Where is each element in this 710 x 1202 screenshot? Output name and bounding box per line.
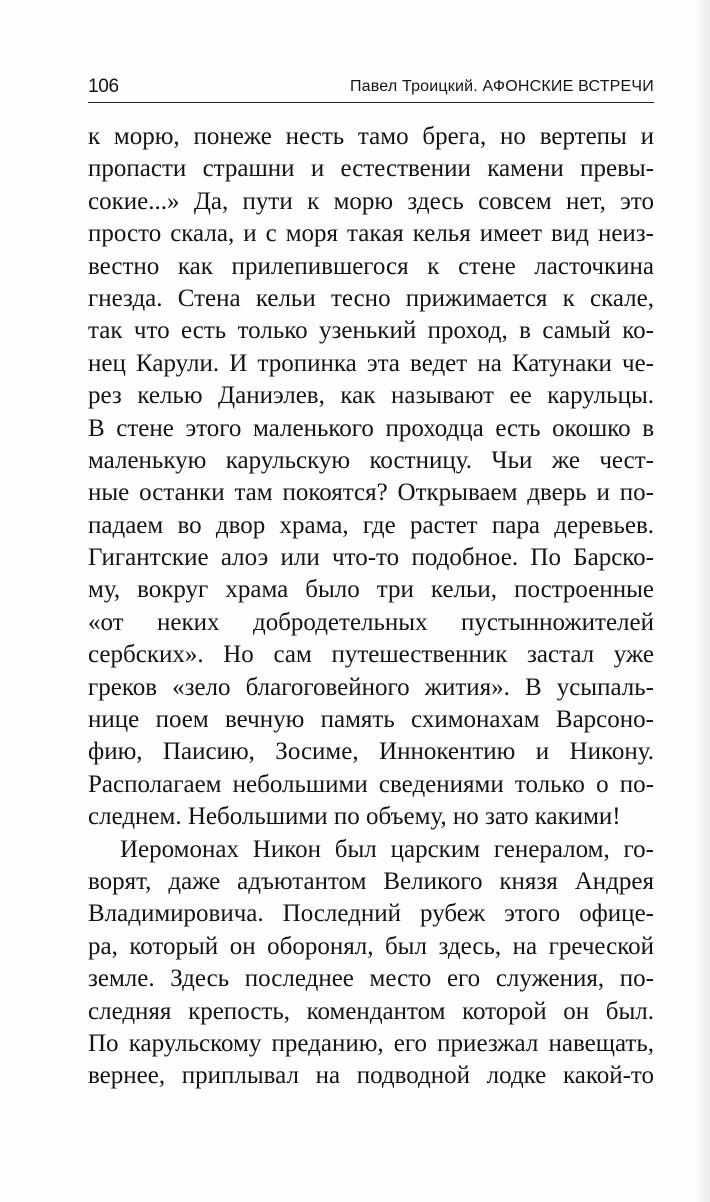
text-line: Владимировича. Последний рубеж этого офице-	[88, 900, 654, 928]
text-line: вестно как прилепившегося к стене ласточкина	[88, 252, 654, 280]
text-line: ворят, даже адъютантом Великого князя Андрея	[88, 867, 654, 895]
body-text	[88, 121, 654, 1093]
text-line: По карульскому преданию, его приезжал навещать,	[88, 1029, 654, 1057]
text-line-paragraph-end: следнем. Небольшими по объему, но зато какими!	[88, 803, 621, 831]
text-line: пропасти страшни и естествении камени превы-	[88, 155, 654, 183]
text-line: ра, который он оборонял, был здесь, на греческой	[88, 932, 654, 960]
text-line: нице поем вечную память схимонахам Варсоно-	[88, 706, 654, 734]
text-line: «от неких добродетельных пустынножителей	[88, 608, 654, 636]
text-line: земле. Здесь последнее место его служения, по-	[88, 965, 654, 993]
text-line-paragraph-start: Иеромонах Никон был царским генералом, го-	[120, 835, 654, 863]
text-line: так что есть только узенький проход, в самый ко-	[88, 317, 654, 345]
text-line: сербских». Но сам путешественник застал уже	[88, 641, 654, 669]
page-number: 106	[88, 76, 119, 97]
text-line: фию, Паисию, Зосиме, Иннокентию и Никону.	[88, 738, 654, 766]
text-line: вернее, приплывал на подводной лодке какой-то	[88, 1062, 654, 1090]
text-line: греков «зело благоговейного жития». В усыпаль-	[88, 673, 654, 701]
text-line: к морю, понеже несть тамо брега, но вертепы и	[88, 123, 654, 150]
text-line: падаем во двор храма, где растет пара деревьев.	[88, 511, 654, 539]
text-line: рез келью Даниэлев, как называют ее карульцы.	[88, 382, 654, 410]
page-header	[88, 76, 654, 103]
text-line: нец Карули. И тропинка эта ведет на Катунаки че-	[88, 349, 654, 377]
scan-edge-shadow	[696, 0, 710, 1202]
text-line: Гигантские алоэ или что-то подобное. По Барско-	[88, 544, 654, 572]
text-line: Располагаем небольшими сведениями только о по-	[88, 770, 654, 798]
text-line: маленькую карульскую костницу. Чьи же чест-	[88, 446, 654, 474]
text-line: сокие...» Да, пути к морю здесь совсем нет, это	[88, 187, 654, 215]
text-line: следняя крепость, комендантом которой он был.	[88, 997, 654, 1025]
text-line: гнезда. Стена кельи тесно прижимается к скале,	[88, 284, 654, 312]
text-line: му, вокруг храма было три кельи, построенные	[88, 576, 654, 604]
running-head: Павел Троицкий. АФОНСКИЕ ВСТРЕЧИ	[349, 78, 654, 95]
text-line: ные останки там покоятся? Открываем дверь и по-	[88, 479, 654, 507]
text-line: просто скала, и с моря такая келья имеет вид неиз-	[88, 220, 654, 248]
text-line: В стене этого маленького проходца есть окошко в	[88, 414, 654, 442]
